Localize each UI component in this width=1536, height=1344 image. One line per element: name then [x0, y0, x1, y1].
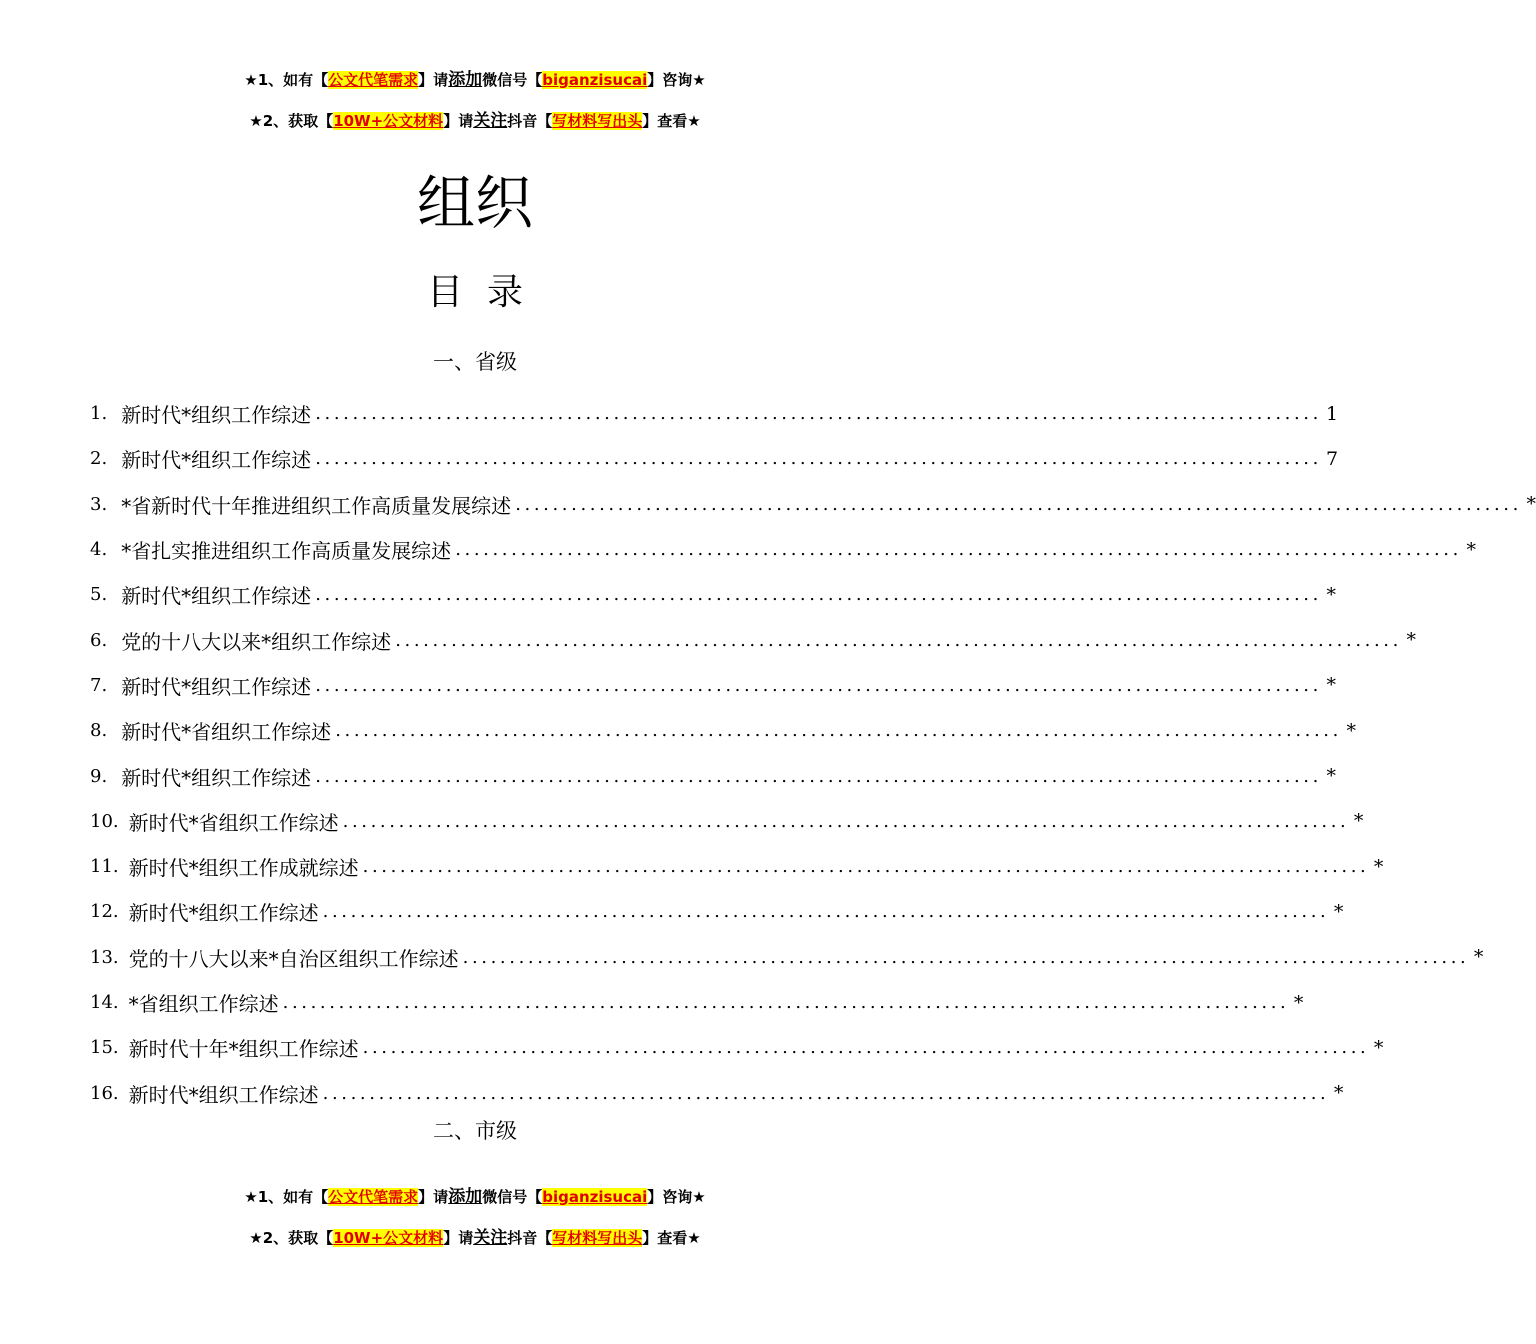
banner-text: 】请 — [443, 1229, 474, 1247]
top-banner — [0, 70, 950, 131]
banner-highlight: 10W+公文材料 — [333, 112, 444, 130]
toc-leader-dots: ............................................................................................................ — [515, 493, 1522, 515]
toc-entry-page: * — [1293, 991, 1304, 1014]
toc-leader-dots: ............................................................................................................ — [322, 901, 1330, 923]
toc-entry[interactable] — [90, 527, 1476, 572]
toc-entry-number: 14. — [90, 992, 119, 1013]
toc-entry-page: 1 — [1325, 402, 1339, 425]
toc-entry-page: * — [1373, 855, 1384, 878]
toc-leader-dots: ............................................................................................................ — [315, 584, 1322, 606]
toc-entry-number: 3. — [90, 493, 108, 515]
banner-text: 】查看★ — [642, 1229, 701, 1247]
toc-leader-dots: ............................................................................................................ — [315, 403, 1322, 425]
section-heading-provincial: 一、省级 — [433, 350, 517, 374]
toc-entry-title: *省新时代十年推进组织工作高质量发展综述 — [121, 493, 512, 518]
toc-entry[interactable] — [90, 1070, 1344, 1115]
banner-text: 】查看★ — [642, 112, 701, 130]
toc-entry-page: * — [1526, 493, 1536, 516]
toc-entry[interactable] — [90, 1025, 1384, 1070]
toc-entry[interactable] — [90, 935, 1484, 980]
toc-entry[interactable] — [90, 889, 1344, 934]
toc-entry[interactable] — [90, 572, 1336, 617]
toc-entry[interactable] — [90, 436, 1339, 481]
banner-text: 抖音【 — [507, 112, 553, 130]
toc-entry-page: * — [1326, 674, 1336, 697]
banner-highlight: 公文代笔需求 — [328, 1188, 419, 1206]
toc-entry-page: * — [1333, 900, 1344, 923]
toc-entry-title: 新时代*组织工作综述 — [128, 1082, 319, 1107]
banner-line-1 — [0, 70, 950, 90]
banner-highlight: 10W+公文材料 — [333, 1229, 444, 1247]
toc-leader-dots: ............................................................................................................ — [395, 629, 1402, 651]
toc-entry-page: * — [1473, 946, 1484, 969]
toc-leader-dots: ............................................................................................................ — [462, 946, 1470, 968]
toc-entry-page: 7 — [1325, 447, 1339, 470]
toc-entry-page: * — [1373, 1036, 1384, 1059]
toc-leader-dots: ............................................................................................................ — [322, 1082, 1330, 1104]
toc-leader-dots: ............................................................................................................ — [362, 856, 1370, 878]
toc-leader-dots: ............................................................................................................ — [362, 1037, 1370, 1059]
toc-leader-dots: ............................................................................................................ — [315, 765, 1322, 787]
banner-text: 】咨询★ — [647, 1188, 706, 1206]
toc-leader-dots: ............................................................................................................ — [315, 448, 1322, 470]
banner-underline: 添加 — [448, 1187, 483, 1207]
section-heading-municipal: 二、市级 — [433, 1119, 517, 1143]
toc-entry-number: 11. — [90, 856, 119, 878]
toc-entry-number: 4. — [90, 539, 108, 561]
toc-entry-title: 新时代*组织工作综述 — [121, 584, 312, 609]
toc-entry[interactable] — [90, 617, 1416, 662]
toc-entry-page: * — [1466, 538, 1476, 561]
toc-entry-number: 10. — [90, 810, 119, 832]
banner-text: 】咨询★ — [647, 71, 706, 89]
banner-underline: 添加 — [448, 70, 483, 90]
banner-underline: 关注 — [473, 1228, 508, 1248]
toc-entry-number: 13. — [90, 946, 119, 968]
banner-text: 抖音【 — [507, 1229, 553, 1247]
toc-heading: 目录 — [426, 272, 547, 313]
toc-entry[interactable] — [90, 708, 1356, 753]
toc-entry-number: 12. — [90, 901, 119, 923]
banner-text: 】请 — [418, 1188, 449, 1206]
toc-entry-page: * — [1326, 765, 1336, 788]
banner-line-2 — [0, 111, 950, 131]
banner-text: 】请 — [418, 71, 449, 89]
toc-entry-title: 党的十八大以来*自治区组织工作综述 — [128, 946, 459, 971]
toc-leader-dots: ............................................................................................................ — [282, 992, 1290, 1013]
toc-entry-title: 新时代*组织工作综述 — [121, 765, 312, 790]
banner-text: 微信号【 — [482, 71, 543, 89]
toc-entry-page: * — [1406, 629, 1416, 652]
toc-leader-dots: ............................................................................................................ — [455, 539, 1462, 561]
toc-entry[interactable] — [90, 391, 1339, 436]
toc-entry-title: *省组织工作综述 — [128, 992, 279, 1016]
banner-text: 】请 — [443, 112, 474, 130]
toc-entry-title: 党的十八大以来*组织工作综述 — [121, 629, 392, 654]
toc-entry-number: 1. — [90, 403, 108, 425]
banner-underline: 关注 — [473, 111, 508, 131]
table-of-contents — [90, 391, 1536, 1116]
toc-leader-dots: ............................................................................................................ — [335, 720, 1342, 742]
toc-entry-title: 新时代*组织工作综述 — [121, 674, 312, 699]
banner-douyin-id: 写材料写出头 — [552, 1229, 643, 1247]
banner-highlight: 公文代笔需求 — [328, 71, 419, 89]
document-title: 组织 — [416, 169, 533, 237]
toc-leader-dots: ............................................................................................................ — [315, 674, 1322, 696]
banner-line-2 — [0, 1228, 950, 1248]
toc-entry-number: 16. — [90, 1082, 119, 1104]
toc-entry[interactable] — [90, 753, 1336, 798]
toc-entry-title: 新时代*组织工作综述 — [121, 448, 312, 473]
toc-entry-number: 8. — [90, 720, 108, 742]
toc-entry-number: 6. — [90, 629, 108, 651]
toc-entry-page: * — [1353, 810, 1364, 833]
toc-entry-number: 2. — [90, 448, 108, 470]
toc-entry[interactable] — [90, 663, 1336, 708]
banner-text: ★1、如有【 — [244, 71, 329, 89]
toc-entry-page: * — [1333, 1082, 1344, 1105]
toc-entry-number: 15. — [90, 1037, 119, 1059]
toc-entry[interactable] — [90, 799, 1364, 844]
toc-entry-number: 5. — [90, 584, 108, 606]
banner-douyin-id: 写材料写出头 — [552, 112, 643, 130]
toc-entry-title: 新时代*省组织工作综述 — [121, 720, 332, 745]
toc-entry-page: * — [1346, 719, 1356, 742]
toc-entry-number: 7. — [90, 674, 108, 696]
toc-entry-title: *省扎实推进组织工作高质量发展综述 — [121, 539, 452, 564]
bottom-banner — [0, 1187, 950, 1248]
banner-line-1 — [0, 1187, 950, 1207]
banner-wechat-id: biganzisucai — [542, 71, 648, 89]
banner-text: ★2、获取【 — [249, 112, 334, 130]
toc-entry-title: 新时代*省组织工作综述 — [128, 810, 339, 835]
toc-entry-title: 新时代*组织工作成就综述 — [128, 856, 359, 881]
toc-leader-dots: ............................................................................................................ — [342, 810, 1350, 832]
toc-entry-title: 新时代*组织工作综述 — [121, 403, 312, 428]
toc-entry-title: 新时代十年*组织工作综述 — [128, 1037, 359, 1062]
banner-text: ★2、获取【 — [249, 1229, 334, 1247]
toc-entry-page: * — [1326, 583, 1336, 606]
banner-wechat-id: biganzisucai — [542, 1188, 648, 1206]
toc-entry[interactable] — [90, 980, 1304, 1025]
toc-entry[interactable] — [90, 482, 1536, 527]
toc-entry-title: 新时代*组织工作综述 — [128, 901, 319, 926]
banner-text: 微信号【 — [482, 1188, 543, 1206]
banner-text: ★1、如有【 — [244, 1188, 329, 1206]
toc-entry[interactable] — [90, 844, 1384, 889]
toc-entry-number: 9. — [90, 765, 108, 787]
